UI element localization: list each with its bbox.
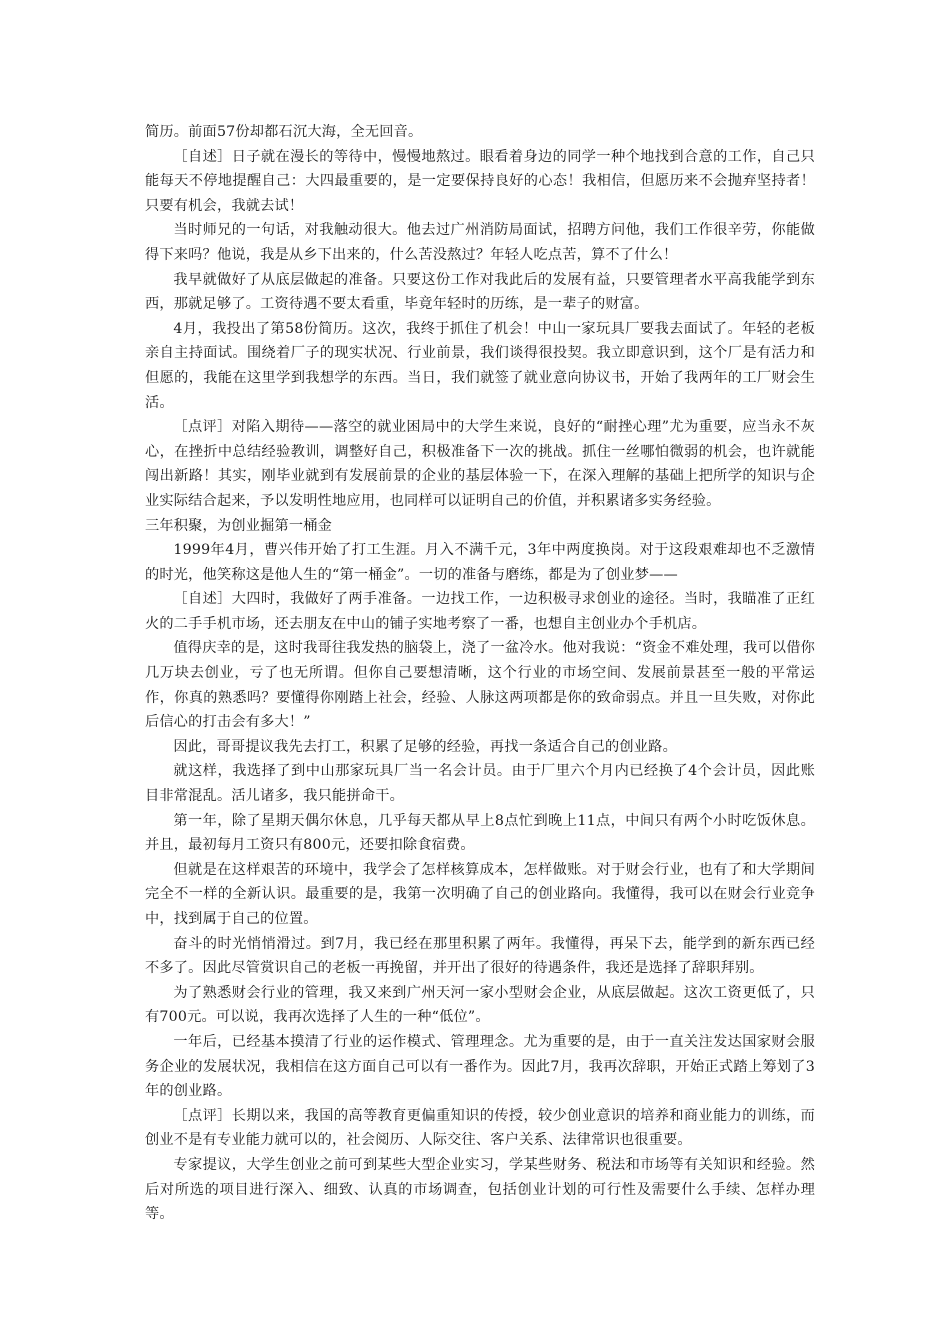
paragraph-comment-2: ［点评］长期以来，我国的高等教育更偏重知识的传授，较少创业意识的培养和商业能力的训练，而创业不是有专业能力就可以的，社会阅历、人际交往、客户关系、法律常识也很重要。 [145,1107,815,1149]
paragraph-senior-advice: 当时师兄的一句话，对我触动很大。他去过广州消防局面试，招聘方问他，我们工作很辛劳，你能做得下来吗？他说，我是从乡下出来的，什么苦没熬过？年轻人吃点苦，算不了什么！ [145,222,815,263]
paragraph-suggestion: 因此，哥哥提议我先去打工，积累了足够的经验，再找一条适合自己的创业路。 [173,738,677,755]
paragraph-continuation: 简历。前面57份却都石沉大海，全无回音。 [145,124,423,140]
paragraph-first-year: 第一年，除了星期天偶尔休息，几乎每天都从早上8点忙到晚上11点，中间只有两个小时吃饭休息。并且，最初每月工资只有800元，还要扣除食宿费。 [145,812,815,854]
paragraph-ground-level: 我早就做好了从底层做起的准备。只要这份工作对我此后的发展有益，只要管理者水平高我能学到东西，那就足够了。工资待遇不要太看重，毕竟年轻时的历练，是一辈子的财富。 [145,271,815,313]
paragraph-tianhe: 为了熟悉财会行业的管理，我又来到广州天河一家小型财会企业，从底层做起。这次工资更低了，只有700元。可以说，我再次选择了人生的一种“低位”。 [145,984,815,1026]
document-body [145,120,815,1227]
paragraph-self-account-1: ［自述］日子就在漫长的等待中，慢慢地熬过。眼看着身边的同学一种个地找到合意的工作，自己只能每天不停地提醒自己：大四最重要的，是一定要保持良好的心态！我相信，但愿历来不会抛弃坚持者！只要有机会，我就去试！ [145,148,815,214]
paragraph-comment-1: ［点评］对陷入期待——落空的就业困局中的大学生来说，良好的“耐挫心理”尤为重要，应当永不灰心，在挫折中总结经验教训，调整好自己，积极准备下一次的挑战。抓住一丝哪怕微弱的机会，也许就能闯出新路！其实，刚毕业就到有发展前景的企业的基层体验一下，在深入理解的基础上把所学的知识与企业实际结合起来，予以发明性地应用，也同样可以证明自己的价值，并积累诸多实务经验。 [145,419,815,509]
paragraph-58th-resume: 4月，我投出了第58份简历。这次，我终于抓住了机会！中山一家玩具厂要我去面试了。年轻的老板亲自主持面试。围绕着厂子的现实状况、行业前景，我们谈得很投契。我立即意识到，这个厂是有活力和但愿的，我能在这里学到我想学的东西。当日，我们就签了就业意向协议书，开始了我两年的工厂财会生活。 [145,320,815,411]
paragraph-one-year-later: 一年后，已经基本摸清了行业的运作模式、管理理念。尤为重要的是，由于一直关注发达国家财会服务企业的发展状况，我相信在这方面自己可以有一番作为。因此7月，我再次辞职，开始正式踏上筹划了3年的创业路。 [145,1033,815,1100]
paragraph-self-account-2: ［自述］大四时，我做好了两手准备。一边找工作，一边积极寻求创业的途径。当时，我瞄准了正红火的二手手机市场，还去朋友在中山的铺子实地考察了一番，也想自主创业办个手机店。 [145,591,815,632]
paragraph-hard-environment: 但就是在这样艰苦的环境中，我学会了怎样核算成本，怎样做账。对于财会行业，也有了和大学期间完全不一样的全新认识。最重要的是，我第一次明确了自己的创业路向。我懂得，我可以在财会行业竞争中，找到属于自己的位置。 [145,861,815,927]
paragraph-brother-advice: 值得庆幸的是，这时我哥往我发热的脑袋上，浇了一盆冷水。他对我说：“资金不难处理，我可以借你几万块去创业，亏了也无所谓。但你自己要想清晰，这个行业的市场空间、发展前景甚至一般的平常运作，你真的熟悉吗？要懂得你刚踏上社会，经验、人脉这两项都是你的致命弱点。并且一旦失败，对你此后信心的打击会有多大！” [145,640,815,731]
paragraph-expert-advice: 专家提议，大学生创业之前可到某些大型企业实习，学某些财务、税法和市场等有关知识和经验。然后对所选的项目进行深入、细致、认真的市场调查，包括创业计划的可行性及需要什么手续、怎样办理等。 [145,1156,815,1223]
paragraph-accountant: 就这样，我选择了到中山那家玩具厂当一名会计员。由于厂里六个月内已经换了4个会计员，因此账目非常混乱。活儿诸多，我只能拼命干。 [145,763,815,805]
section-heading: 三年积聚，为创业掘第一桶金 [145,517,333,534]
paragraph-1999: 1999年4月，曹兴伟开始了打工生涯。月入不满千元，3年中两度换岗。对于这段艰难却也不乏激情的时光，他笑称这是他人生的“第一桶金”。一切的准备与磨练，都是为了创业梦—— [145,542,815,583]
paragraph-resign: 奋斗的时光悄悄滑过。到7月，我已经在那里积累了两年。我懂得，再呆下去，能学到的新东西已经不多了。因此尽管赏识自己的老板一再挽留，并开出了很好的待遇条件，我还是选择了辞职拜别。 [145,935,815,977]
